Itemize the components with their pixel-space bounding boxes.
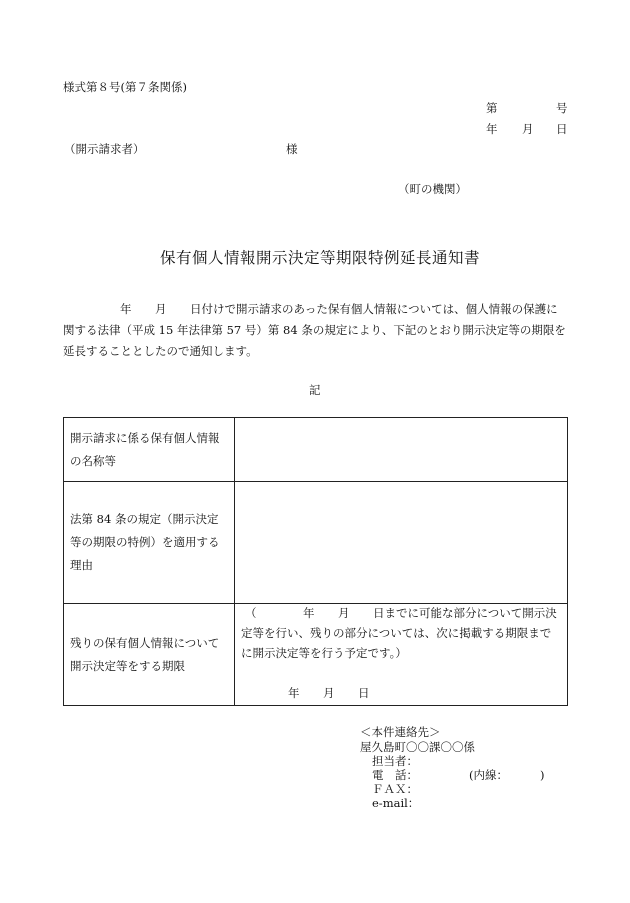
contact-fax-label: ＦＡＸ： <box>372 782 418 796</box>
row2-label <box>64 482 235 604</box>
row1-content[interactable] <box>235 418 568 482</box>
row3-month: 月 <box>338 606 350 620</box>
row3-line-2: 定等を行い、残りの部分については、次に掲載する期限まで <box>241 626 552 640</box>
row2-label-line: 等の期限の特例）を適用する <box>70 535 220 549</box>
body-date-year: 年 <box>120 302 132 316</box>
row3-label-line: 開示決定等をする期限 <box>70 658 185 673</box>
row2-label-line: 法第 84 条の規定（開示決定 <box>70 512 219 526</box>
detail-table <box>63 417 568 706</box>
contact-department: 屋久島町〇〇課〇〇係 <box>360 740 475 754</box>
contact-header: ＜本件連絡先＞ <box>360 725 441 739</box>
body-line-3: 延長することとしたので通知します。 <box>63 344 258 358</box>
row2-content[interactable] <box>235 482 568 604</box>
row3-year: 年 <box>303 606 315 620</box>
ki-marker: 記 <box>309 383 321 397</box>
row1-label-line: 開示請求に係る保有個人情報 <box>70 430 220 445</box>
table-row <box>64 482 568 604</box>
row3-deadline-month: 月 <box>323 686 335 700</box>
table-row <box>64 604 568 706</box>
body-line-2: 関する法律（平成 15 年法律第 57 号）第 84 条の規定により、下記のとおり開示決定等の期限を <box>63 323 566 337</box>
row3-deadline-year: 年 <box>288 686 300 700</box>
table-row <box>64 418 568 482</box>
agency-label: （町の機関） <box>398 182 467 196</box>
contact-extension-label: (内線： <box>469 768 508 782</box>
row3-label <box>64 604 235 706</box>
row1-label-line: の名称等 <box>70 453 116 468</box>
contact-person-label: 担当者： <box>372 754 418 768</box>
date-month: 月 <box>522 122 534 136</box>
date-day: 日 <box>556 122 568 136</box>
date-year: 年 <box>486 122 498 136</box>
requester-label: （開示請求者） <box>64 142 145 156</box>
row3-content[interactable] <box>235 604 568 706</box>
contact-phone-label: 電 話： <box>372 768 418 782</box>
doc-number-prefix: 第 <box>486 101 498 115</box>
doc-number-suffix: 号 <box>556 101 568 115</box>
body-date-month: 月 <box>155 302 167 316</box>
body-line-1: 日付けで開示請求のあった保有個人情報については、個人情報の保護に <box>190 302 558 316</box>
contact-email-label: e-mail： <box>372 796 420 810</box>
contact-extension-close: ) <box>540 768 545 782</box>
row3-line-3: に開示決定等を行う予定です。） <box>241 646 407 660</box>
row3-deadline-day: 日 <box>358 686 370 700</box>
form-number: 様式第８号(第７条関係) <box>63 80 187 94</box>
row2-label-line: 理由 <box>70 558 93 572</box>
row3-label-line: 残りの保有個人情報について <box>70 635 220 650</box>
row3-line-1: 日までに可能な部分について開示決 <box>373 606 557 620</box>
row1-label <box>64 418 235 482</box>
requester-honorific: 様 <box>286 142 298 156</box>
row3-open-paren: （ <box>245 606 257 620</box>
document-title: 保有個人情報開示決定等期限特例延長通知書 <box>160 249 481 267</box>
